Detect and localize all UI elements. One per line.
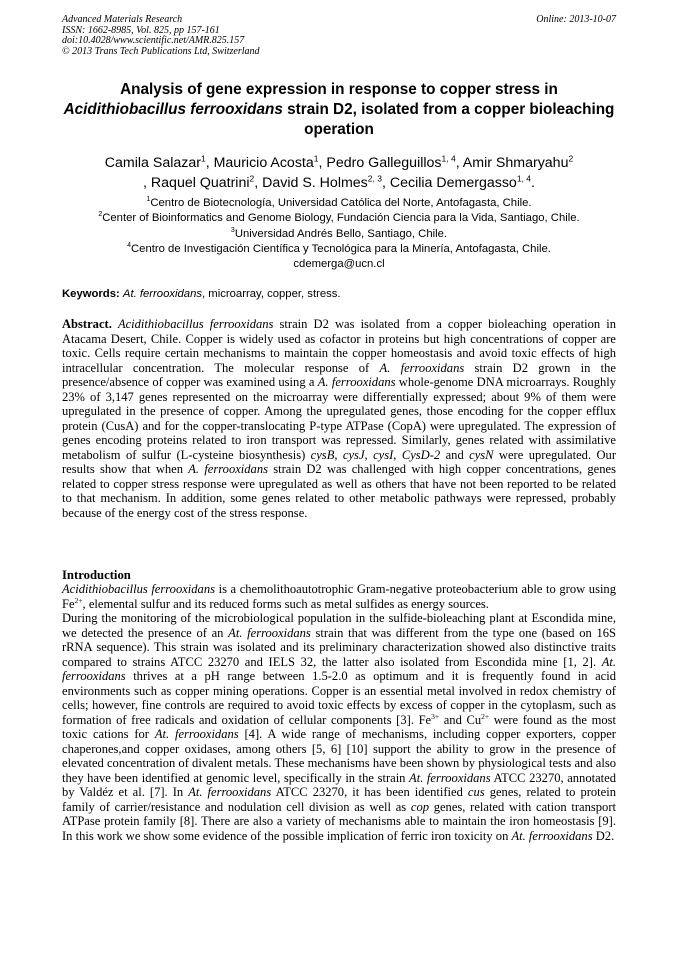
species-name: At. ferrooxidans <box>511 828 593 843</box>
title-part-1: Analysis of gene expression in response to copper stress in <box>120 81 558 98</box>
abstract-text: strain D2 was isolated from a copper bioleaching operation in Atacama Desert, Chile. Copper is widely used as cofactor in proteins but high concentrations of copper are toxic. Cells require certain mechanisms to maintain the copper homeostasis and avoid toxic effects of high intracellular concentration. The molecular response of <box>62 317 616 375</box>
introduction-heading: Introduction <box>62 568 131 582</box>
ion-charge: 2+ <box>481 711 490 721</box>
journal-header <box>62 15 260 57</box>
affiliation-text: Centro de Investigación Científica y Tecnológica para la Minería, Antofagasta, Chile. <box>131 242 551 255</box>
intro-text: [4]. A wide range of mechanisms, including copper exporters, copper chaperones,and copper oxidases, among others [5, 6] [10] support the ability to grow in the presence of elevated concentration of divalent metals. These mechanisms have been shown by physiological tests and also they have been identified at genomic level, specifically in the strain <box>62 727 616 785</box>
intro-text: genes, related with cation transport ATPase protein family [8]. There are also a variety of mechanisms able to maintain the iron homeostasis [9]. In this work we show some evidence of the possible implication of ferric iron toxicity on <box>62 799 616 843</box>
author-affil-ref: 1, 4 <box>516 173 531 184</box>
author-name: , Amir Shmaryahu <box>455 155 569 171</box>
keyword-species: At. ferrooxidans <box>122 288 203 300</box>
abstract-text: , <box>334 447 343 462</box>
keywords <box>62 287 616 301</box>
author-name: , Mauricio Acosta <box>205 155 314 171</box>
species-name: At. ferrooxidans <box>228 625 311 640</box>
intro-text: and Cu <box>439 712 482 727</box>
abstract-text: and <box>440 447 470 462</box>
gene-name: cop <box>410 799 429 814</box>
abstract-label: Abstract. <box>62 317 112 331</box>
species-name: Acidithiobacillus ferrooxidans <box>117 317 274 331</box>
gene-name: cysN <box>469 447 494 462</box>
species-name: Acidithiobacillus ferrooxidans <box>62 582 215 596</box>
author-affil-ref: 2 <box>249 173 255 184</box>
intro-text: strain that was different from the type one (based on 16S rRNA sequence). This strain was isolated and its preliminary characterization showed also distinctive traits compared to strains ATCC 23270 and IELS 32, the latter also isolated from Escondida mine [1, 2]. <box>62 625 616 669</box>
abstract-text: , <box>364 447 374 462</box>
affiliation-2 <box>40 211 638 226</box>
affiliation-number: 2 <box>98 211 103 219</box>
author-affil-ref: 1 <box>200 153 206 164</box>
intro-text: ATCC 23270, it has been identified <box>271 785 468 799</box>
contact-email[interactable]: cdemerga@ucn.cl <box>293 258 385 271</box>
gene-name: CysD-2 <box>401 447 441 462</box>
journal-name: Advanced Materials Research <box>62 14 183 25</box>
intro-text: were found as the most toxic cations for <box>62 712 617 741</box>
gene-name: cysJ <box>342 447 365 462</box>
intro-text: , elemental sulfur and its reduced forms such as metal sulfides as energy sources. <box>82 596 489 611</box>
species-name: At. ferrooxidans <box>409 770 491 785</box>
abstract-text: , <box>393 447 402 462</box>
ion-charge: 3+ <box>431 711 440 721</box>
keywords-label: Keywords: <box>62 288 120 300</box>
ion-charge: 2+ <box>74 595 83 605</box>
intro-text: ATCC 23270, annotated by Valdéz et al. [7]. In <box>62 770 616 799</box>
species-name: A. ferrooxidans <box>188 462 268 476</box>
affiliation-number: 1 <box>146 196 151 204</box>
author-affil-ref: 1, 4 <box>441 153 456 164</box>
doi-line: doi:10.4028/www.scientific.net/AMR.825.157 <box>62 35 245 46</box>
affiliations <box>40 196 638 272</box>
affiliation-number: 3 <box>230 226 235 234</box>
author-list <box>40 153 638 193</box>
affiliation-text: Universidad Andrés Bello, Santiago, Chile. <box>234 227 448 240</box>
author-list-end: . <box>531 175 535 191</box>
affiliation-number: 4 <box>127 242 131 250</box>
abstract <box>62 317 616 520</box>
intro-text: genes, related to protein family of carrier/resistance and nodulation cell division as well as <box>62 785 616 814</box>
intro-text: D2. <box>592 828 615 843</box>
title-species: Acidithiobacillus ferrooxidans <box>63 101 283 118</box>
paper-title <box>62 80 616 140</box>
species-name: At. ferrooxidans <box>188 785 272 799</box>
copyright-line: © 2013 Trans Tech Publications Ltd, Switzerland <box>62 45 260 57</box>
affiliation-text: Centro de Biotecnología, Universidad Católica del Norte, Antofagasta, Chile. <box>150 197 532 209</box>
online-date: Online: 2013-10-07 <box>536 14 616 25</box>
gene-name: cysB <box>310 447 335 462</box>
author-name: , Raquel Quatrini <box>143 175 250 191</box>
abstract-text: strain D2 grown in the presence/absence of copper was examined using a <box>62 360 616 389</box>
author-name: , David S. Holmes <box>254 175 368 191</box>
species-name: At. ferrooxidans <box>62 654 616 683</box>
intro-paragraph-2 <box>62 611 616 843</box>
author-name: , Pedro Galleguillos <box>318 155 442 171</box>
gene-name: cysI <box>373 447 394 462</box>
species-name: At. ferrooxidans <box>154 727 239 741</box>
abstract-text: were upregulated. Our results show that when <box>62 447 616 476</box>
intro-text: thrives at a pH range between 1.5-2.0 as optimum and it is frequently found in acid environments such as copper mining operations. Copper is an essential metal involved in redox chemistry of cells; however, fine controls are required to avoid toxic effects by excess of copper in the cytoplasm, such as formation of free radicals and oxidation of cellular components [3]. Fe <box>62 669 616 727</box>
keywords-list: , microarray, copper, stress. <box>202 288 341 300</box>
abstract-text: whole-genome DNA microarrays. Roughly 23% of 3,147 genes represented on the microarray were differentially expressed; about 9% of them were upregulated in the presence of copper. Among the upregulated genes, those encoding for the copper efflux protein (CusA) and for the copper-translocating P-type ATPase (CopA) were upregulated. The expression of genes encoding proteins related to iron transport was repressed. Similarly, genes related with assimilative metabolism of sulfur (L-cysteine biosynthesis) <box>62 375 617 462</box>
affiliation-text: Center of Bioinformatics and Genome Biology, Fundación Ciencia para la Vida, Santiago, Chile. <box>102 212 580 225</box>
intro-text: During the monitoring of the microbiological population in the sulfide-bioleaching plant at Escondida mine, we detected the presence of an <box>62 611 616 640</box>
abstract-text: strain D2 was challenged with high copper concentrations, genes related to copper stress response were upregulated as well as others that have not been reported to be related to that mechanism. In addition, some genes related to other metabolic pathways were repressed, probably because of the energy cost of the stress response. <box>62 462 616 520</box>
author-name: Camila Salazar <box>104 155 201 171</box>
species-name: A. ferrooxidans <box>317 375 396 389</box>
affiliation-4 <box>40 242 638 257</box>
author-affil-ref: 2, 3 <box>367 173 382 184</box>
species-name: A. ferrooxidans <box>379 360 465 375</box>
gene-name: cus <box>467 785 485 799</box>
author-affil-ref: 1 <box>313 153 319 164</box>
affiliation-1 <box>40 196 638 211</box>
issn-line: ISSN: 1662-8985, Vol. 825, pp 157-161 <box>62 24 220 36</box>
author-affil-ref: 2 <box>568 153 574 164</box>
author-name: , Cecilia Demergasso <box>381 175 517 191</box>
title-part-2: strain D2, isolated from a copper bioleaching operation <box>282 101 615 138</box>
affiliation-3 <box>40 227 638 242</box>
intro-text: is a chemolithoautotrophic Gram-negative proteobacterium able to grow using Fe <box>62 582 616 611</box>
intro-paragraph-1 <box>62 582 616 611</box>
